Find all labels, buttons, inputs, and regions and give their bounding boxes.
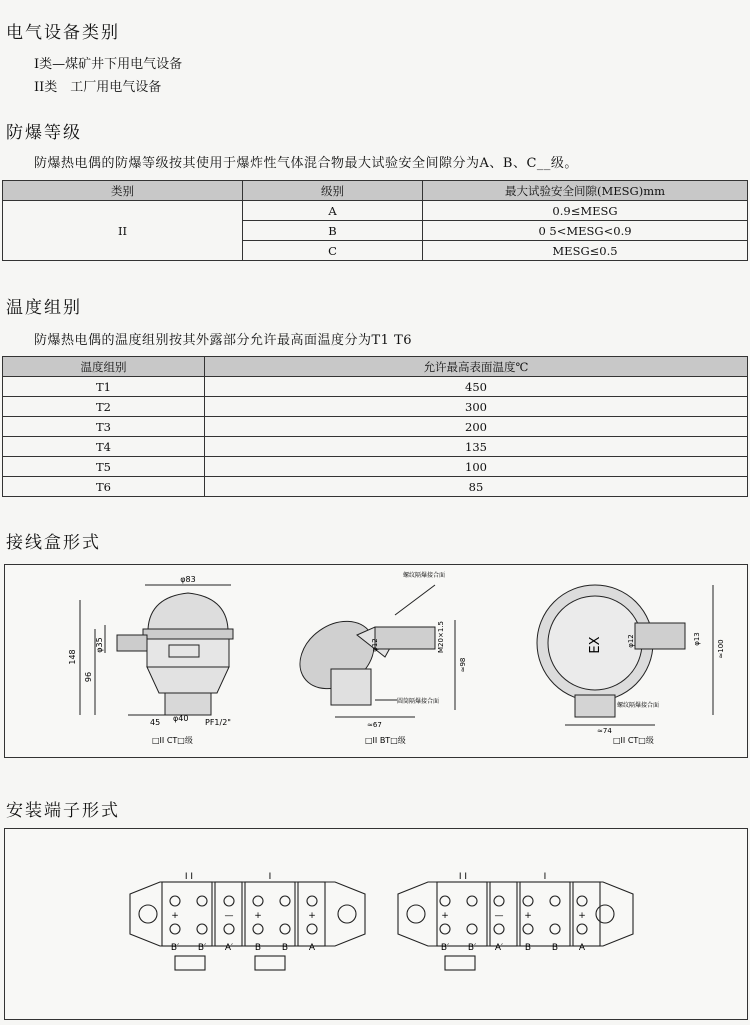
explosion-description: 防爆热电偶的防爆等级按其使用于爆炸性气体混合物最大试验安全间隙分为A、B、C__级。: [34, 156, 578, 171]
fig2-note-cylinder: 圆筒隔爆接合面: [397, 698, 440, 705]
section-title-explosion: 防爆等级: [6, 123, 82, 143]
fig1-dim-top: φ83: [180, 575, 196, 584]
terminal-left-top-label: I: [268, 872, 272, 882]
table-row: [3, 457, 748, 477]
section-title-electrical: 电气设备类别: [6, 23, 120, 43]
table-cell: T3: [3, 417, 205, 437]
fig1-dim-w: 45: [150, 718, 161, 727]
table-cell: 450: [205, 377, 748, 397]
terminal-right-sign: —: [494, 911, 504, 921]
table-row: [3, 201, 748, 221]
explosion-grade-table: [2, 180, 748, 261]
fig1-caption: □II CT□级: [152, 736, 193, 745]
terminal-right-bottom-label: B′: [467, 943, 477, 953]
table-cell: T5: [3, 457, 205, 477]
terminal-right-top-label: I I: [458, 872, 468, 882]
table-cell-category: II: [3, 201, 243, 261]
table-cell: 200: [205, 417, 748, 437]
terminal-left-bottom-label: B: [254, 943, 262, 953]
table-header: 温度组别: [3, 357, 205, 377]
table-cell: 135: [205, 437, 748, 457]
table-row: [3, 477, 748, 497]
terminal-left-bottom-label: B′: [197, 943, 207, 953]
fig3-dim-h: ≈100: [717, 639, 725, 659]
table-cell: 0.9≤MESG: [423, 201, 748, 221]
table-row: [3, 377, 748, 397]
fig2-dim-m: M20×1.5: [437, 621, 445, 653]
terminal-right-bottom-label: A: [578, 943, 586, 953]
electrical-class-2: II类 工厂用电气设备: [34, 80, 162, 95]
table-cell: T1: [3, 377, 205, 397]
terminal-block-right: [398, 882, 633, 970]
fig3-dim-w: ≈74: [597, 727, 612, 735]
terminal-left-bottom-label: B′: [170, 943, 180, 953]
table-row: [3, 417, 748, 437]
fig1-dim-h2: 96: [84, 671, 93, 683]
fig1-dim-h1: 148: [68, 649, 77, 665]
table-header-row: [3, 357, 748, 377]
fig2-dim-w: ≈67: [367, 721, 382, 729]
fig2-dim-h: ≈98: [459, 657, 467, 673]
fig2-dim-d: φ12: [371, 638, 379, 652]
terminal-right-top-label: I: [543, 872, 547, 882]
section-title-terminal: 安装端子形式: [6, 801, 120, 821]
table-cell: T2: [3, 397, 205, 417]
table-cell: MESG≤0.5: [423, 241, 748, 261]
table-cell: A: [243, 201, 423, 221]
table-cell: 0 5<MESG<0.9: [423, 221, 748, 241]
fig1-dim-d: φ40: [173, 714, 189, 723]
table-header-row: [3, 181, 748, 201]
terminal-left-top-label: I I: [184, 872, 194, 882]
table-header: 允许最高表面温度℃: [205, 357, 748, 377]
fig1-dim-side: φ35: [95, 637, 104, 653]
terminal-left-bottom-label: A: [308, 943, 316, 953]
table-row: [3, 437, 748, 457]
table-header: 最大试验安全间隙(MESG)mm: [423, 181, 748, 201]
table-cell: T4: [3, 437, 205, 457]
terminal-right-sign: +: [578, 911, 586, 921]
table-cell: 100: [205, 457, 748, 477]
terminal-right-bottom-label: B: [524, 943, 532, 953]
terminal-block-left: [130, 882, 365, 970]
table-header: 类别: [3, 181, 243, 201]
terminal-right-sign: +: [441, 911, 449, 921]
terminal-left-sign: —: [224, 911, 234, 921]
terminal-left-bottom-label: B: [281, 943, 289, 953]
section-title-junction: 接线盒形式: [6, 533, 101, 553]
fig3-dim-d1: φ12: [627, 634, 635, 648]
fig3-dim-d2: φ13: [693, 632, 701, 646]
table-cell: 300: [205, 397, 748, 417]
fig3-ex-mark: EX: [588, 636, 603, 654]
table-cell: C: [243, 241, 423, 261]
terminal-right-sign: +: [524, 911, 532, 921]
terminal-figure-panel: [4, 828, 748, 1020]
junction-box-drawings: [5, 565, 747, 757]
terminal-right-bottom-label: B: [551, 943, 559, 953]
fig1-thread: PF1/2": [205, 718, 231, 727]
terminal-right-bottom-label: A′: [494, 943, 504, 953]
electrical-class-1: I类—煤矿井下用电气设备: [34, 57, 183, 72]
terminal-left-sign: +: [254, 911, 262, 921]
fig2-note-thread: 螺纹隔爆接合面: [403, 572, 446, 579]
terminal-right-bottom-label: B′: [440, 943, 450, 953]
terminal-left-sign: +: [171, 911, 179, 921]
terminal-left-bottom-label: A′: [224, 943, 234, 953]
fig3-note-thread: 螺纹隔爆接合面: [617, 702, 660, 709]
terminal-left-sign: +: [308, 911, 316, 921]
terminal-block-drawings: [5, 829, 747, 1019]
table-cell: B: [243, 221, 423, 241]
table-cell: 85: [205, 477, 748, 497]
table-row: [3, 397, 748, 417]
fig2-caption: □II BT□级: [365, 736, 406, 745]
table-cell: T6: [3, 477, 205, 497]
junction-box-figure-panel: [4, 564, 748, 758]
fig3-caption: □II CT□级: [613, 736, 654, 745]
temperature-group-table: [2, 356, 748, 497]
table-header: 级别: [243, 181, 423, 201]
section-title-temperature: 温度组别: [6, 298, 82, 318]
temperature-description: 防爆热电偶的温度组别按其外露部分允许最高面温度分为T1 T6: [34, 333, 413, 348]
